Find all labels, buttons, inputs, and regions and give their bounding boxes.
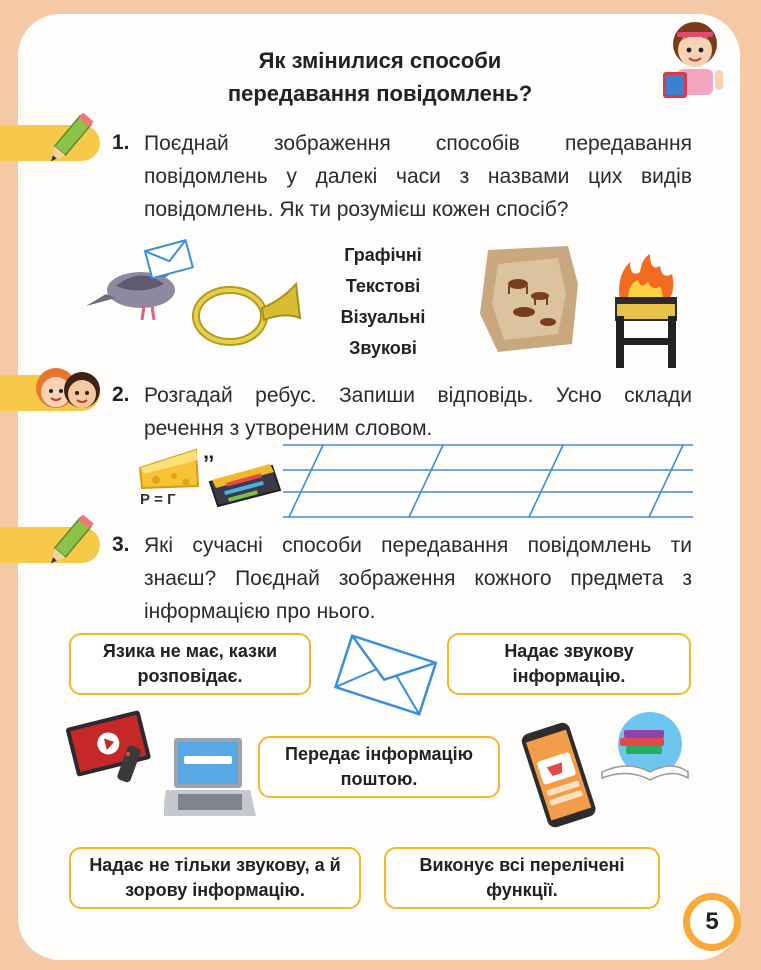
task3-text: Які сучасні способи передавання повідомлень ти знаєш? Поєднай зображення кожного предмета з інформацією про нього. <box>144 534 692 623</box>
task1-text: Поєднай зображення способів передавання повідомлень у далекі часи з назвами цих видів повідомлень. Як ти розумієш кожен спосіб? <box>144 132 692 221</box>
signal-fire-icon <box>606 252 686 368</box>
task1-number: 1. <box>112 131 130 154</box>
page-number: 5 <box>690 900 734 944</box>
rebus-label: Р = Г <box>140 491 176 508</box>
tv-remote-icon <box>66 706 158 784</box>
cheese-icon <box>138 446 200 490</box>
children-faces-icon <box>34 362 104 414</box>
task3-number: 3. <box>112 533 130 556</box>
page-number-badge <box>683 893 741 951</box>
rebus-quote-mark: ’’ <box>203 451 215 476</box>
task2-number: 2. <box>112 383 130 406</box>
books-icon <box>598 710 690 788</box>
page-title <box>150 44 610 110</box>
info-box-5[interactable]: Виконує всі перелічені функції. <box>384 847 660 909</box>
word-list <box>318 240 448 364</box>
word-graphic: Графічні <box>344 245 422 265</box>
pigeon-with-letter-icon <box>86 236 196 322</box>
info-box-1[interactable]: Язика не має, казки розповідає. <box>69 633 311 695</box>
pencil-icon <box>42 110 96 170</box>
pencil-case-icon <box>206 458 282 508</box>
envelope-icon <box>330 628 442 720</box>
smartphone-icon <box>516 720 602 832</box>
girl-reading-icon <box>655 14 735 106</box>
cave-painting-icon <box>478 244 582 354</box>
title-line-2: передавання повідомлень? <box>227 81 533 106</box>
title-line-1: Як змінилися способи <box>258 48 502 73</box>
answer-writing-lines[interactable] <box>283 441 693 521</box>
word-text: Текстові <box>345 276 421 296</box>
task2-text: Розгадай ребус. Запиши відповідь. Усно склади речення з утвореним словом. <box>144 384 692 440</box>
word-visual: Візуальні <box>340 307 426 327</box>
horn-icon <box>192 278 302 350</box>
info-box-2[interactable]: Надає звукову інформацію. <box>447 633 691 695</box>
info-box-4[interactable]: Надає не тільки звукову, а й зорову інформацію. <box>69 847 361 909</box>
word-sound: Звукові <box>349 338 417 358</box>
info-box-3[interactable]: Передає інформацію поштою. <box>258 736 500 798</box>
pencil-icon <box>42 512 96 572</box>
laptop-icon <box>164 734 256 824</box>
